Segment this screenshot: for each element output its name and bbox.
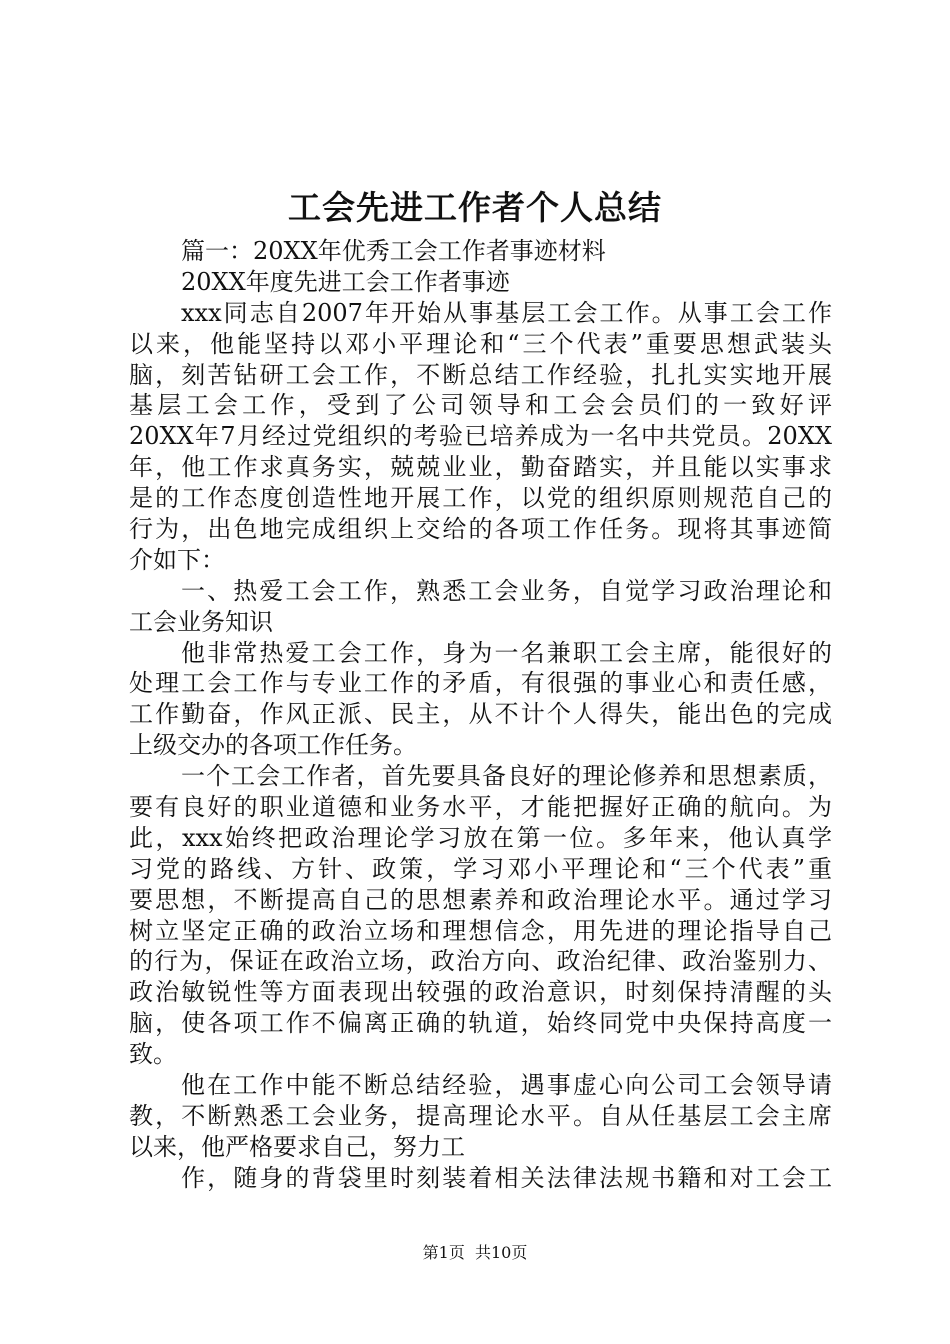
- text-line: 年，他工作求真务实，兢兢业业，勤奋踏实，并且能以实事求: [129, 453, 832, 482]
- text-line: 此，xxx始终把政治理论学习放在第一位。多年来，他认真学: [129, 823, 832, 852]
- text-line: 习党的路线、方针、政策，学习邓小平理论和“三个代表”重: [129, 854, 832, 883]
- document-body: [129, 236, 832, 1194]
- text-line: 以来，他严格要求自己，努力工: [129, 1132, 465, 1161]
- text-line: xxx同志自2007年开始从事基层工会工作。从事工会工作: [181, 298, 832, 327]
- page-number-label: 第1页 共10页: [422, 1243, 528, 1262]
- document-title: 工会先进工作者个人总结: [288, 188, 662, 227]
- text-line: 一个工会工作者，首先要具备良好的理论修养和思想素质，: [181, 762, 832, 791]
- text-line: 行为，出色地完成组织上交给的各项工作任务。现将其事迹简: [129, 515, 832, 544]
- text-line: 致。: [129, 1040, 177, 1069]
- text-line: 20XX年度先进工会工作者事迹: [181, 267, 510, 296]
- text-line: 介如下：: [129, 545, 225, 574]
- text-line: 要思想，不断提高自己的思想素养和政治理论水平。通过学习: [129, 885, 832, 914]
- text-line: 的行为，保证在政治立场，政治方向、政治纪律、政治鉴别力、: [129, 947, 832, 976]
- text-line: 脑，使各项工作不偏离正确的轨道，始终同党中央保持高度一: [129, 1009, 832, 1038]
- text-line: 是的工作态度创造性地开展工作，以党的组织原则规范自己的: [129, 484, 832, 513]
- text-line: 作，随身的背袋里时刻装着相关法律法规书籍和对工会工: [181, 1163, 832, 1192]
- text-line: 脑，刻苦钻研工会工作，不断总结工作经验，扎扎实实地开展: [129, 360, 832, 389]
- text-line: 处理工会工作与专业工作的矛盾，有很强的事业心和责任感，: [129, 669, 832, 698]
- text-line: 工会业务知识: [129, 607, 273, 636]
- text-line: 上级交办的各项工作任务。: [129, 731, 417, 760]
- text-line: 20XX年7月经过党组织的考验已培养成为一名中共党员。20XX: [129, 422, 832, 451]
- text-line: 基层工会工作，受到了公司领导和工会会员们的一致好评: [129, 391, 832, 420]
- page-footer: [0, 1242, 950, 1264]
- text-line: 教，不断熟悉工会业务，提高理论水平。自从任基层工会主席: [129, 1101, 832, 1130]
- text-line: 他在工作中能不断总结经验，遇事虚心向公司工会领导请: [181, 1071, 832, 1100]
- text-line: 要有良好的职业道德和业务水平，才能把握好正确的航向。为: [129, 793, 832, 822]
- text-line: 一、热爱工会工作，熟悉工会业务，自觉学习政治理论和: [181, 576, 832, 605]
- text-line: 以来，他能坚持以邓小平理论和“三个代表”重要思想武装头: [129, 329, 832, 358]
- text-line: 篇一：20XX年优秀工会工作者事迹材料: [181, 237, 606, 265]
- text-line: 他非常热爱工会工作，身为一名兼职工会主席，能很好的: [181, 638, 832, 667]
- text-line: 树立坚定正确的政治立场和理想信念，用先进的理论指导自己: [129, 916, 832, 945]
- text-line: 政治敏锐性等方面表现出较强的政治意识，时刻保持清醒的头: [129, 978, 832, 1007]
- text-line: 工作勤奋，作风正派、民主，从不计个人得失，能出色的完成: [129, 700, 832, 729]
